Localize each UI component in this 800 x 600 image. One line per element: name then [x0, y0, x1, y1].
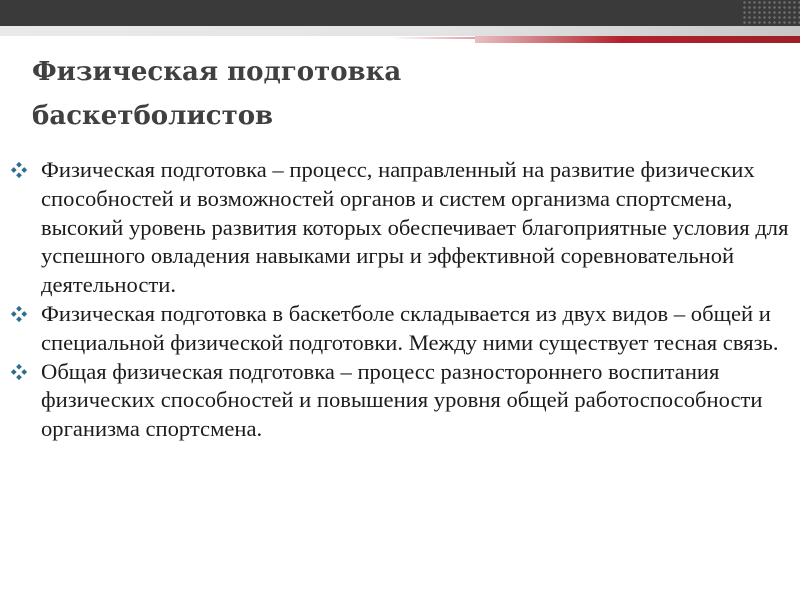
bullet-item — [8, 358, 794, 444]
bullet-text: Общая физическая подготовка – процесс разностороннего воспитания физических способностей и повышения уровня общей работоспособности организма спортсмена. — [41, 358, 763, 442]
title-line-1: Физическая подготовка — [32, 57, 402, 87]
top-stripe — [0, 26, 800, 36]
bullet-text: Физическая подготовка в баскетболе складывается из двух видов – общей и специальной физической подготовки. Между ними существует тесная связь. — [41, 300, 779, 355]
title-line-2: баскетболистов — [32, 101, 274, 131]
diamond-bullet-icon — [10, 161, 28, 179]
bullet-item — [8, 156, 794, 300]
slide-title — [32, 50, 592, 138]
bullet-text: Физическая подготовка – процесс, направленный на развитие физических способностей и возможностей органов и систем организма спортсмена, высокий уровень развития которых обеспечивает благоприятные условия для успешного овладения навыками игры и эффективной соревновательной деятельности. — [41, 157, 789, 298]
bullet-item — [8, 300, 794, 358]
bullet-list — [8, 156, 794, 444]
top-bar — [0, 0, 800, 26]
diamond-bullet-icon — [10, 305, 28, 323]
dotted-pattern — [742, 0, 800, 26]
diamond-bullet-icon — [10, 363, 28, 381]
accent-line — [475, 36, 800, 43]
